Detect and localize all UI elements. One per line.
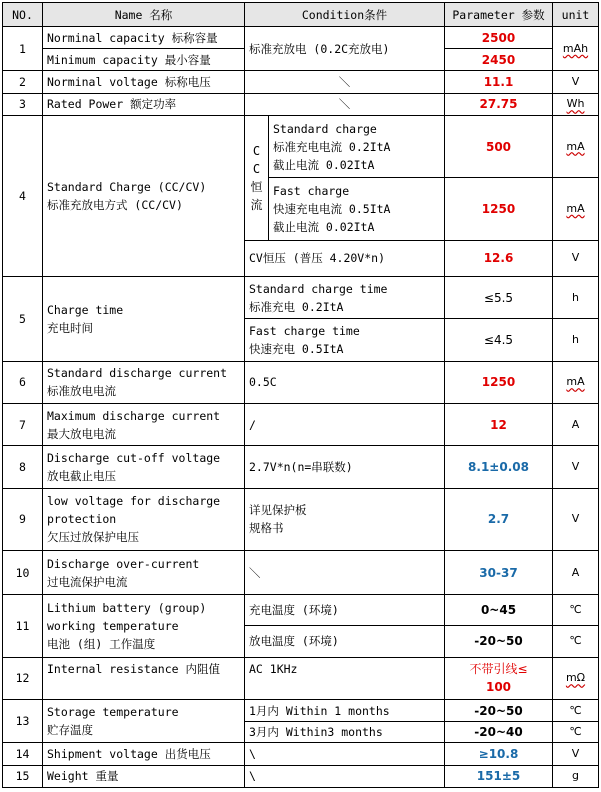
row-9-name-en2: protection	[47, 512, 117, 527]
row-3-no: 3	[3, 93, 43, 115]
row-4-cv-unit: V	[553, 240, 599, 276]
row-1a	[3, 27, 599, 49]
row-4-name-en: Standard Charge (CC/CV)	[47, 179, 207, 194]
row-1-unit: mAh	[553, 27, 599, 71]
fast-line-1: Fast charge	[273, 184, 350, 198]
row-5-fast-unit: h	[553, 319, 599, 361]
row-9-name-en1: low voltage for discharge	[47, 494, 221, 509]
row-6	[3, 361, 599, 403]
row-9-unit: V	[553, 488, 599, 550]
row-3-unit: Wh	[553, 93, 599, 115]
row-8-name	[43, 446, 245, 488]
row-9-param: 2.7	[445, 488, 553, 550]
row-12-name: Internal resistance 内阻值	[43, 657, 245, 699]
row-2-no: 2	[3, 71, 43, 93]
row-13-unit-2: ℃	[553, 722, 599, 743]
row-9-condition-1: 详见保护板	[249, 503, 307, 518]
row-7-unit: A	[553, 403, 599, 445]
row-10-condition: ＼	[245, 551, 445, 595]
row-12	[3, 657, 599, 699]
row-4-fast-unit: mA	[553, 178, 599, 240]
row-4-fast-condition	[269, 178, 445, 240]
row-8-name-cn: 放电截止电压	[47, 468, 116, 483]
row-15-no: 15	[3, 765, 43, 787]
row-11-name-en2: working temperature	[47, 619, 179, 634]
spec-table	[2, 2, 599, 788]
fast-line-2: 快速充电电流 0.5ItA	[273, 202, 391, 216]
row-5a	[3, 277, 599, 319]
row-6-unit: mA	[553, 361, 599, 403]
row-13-param-1: -20~50	[445, 700, 553, 722]
row-11a	[3, 595, 599, 625]
row-8-no: 8	[3, 446, 43, 488]
row-14	[3, 743, 599, 765]
row-5-std-unit: h	[553, 277, 599, 319]
header-row	[3, 3, 599, 27]
row-13-cond-2: 3月内 Within3 months	[245, 722, 445, 743]
row-14-unit: V	[553, 743, 599, 765]
row-6-name-en: Standard discharge current	[47, 366, 228, 381]
std-line-3: 截止电流 0.02ItA	[273, 157, 375, 172]
row-13-cond-1: 1月内 Within 1 months	[245, 700, 445, 722]
row-15-param: 151±5	[445, 765, 553, 787]
row-6-param: 1250	[445, 361, 553, 403]
row-5-fast-condition	[245, 319, 445, 361]
row-4-cc-label	[245, 115, 269, 240]
row-11-unit-discharge: ℃	[553, 625, 599, 657]
row-1-condition: 标准充放电 (0.2C充放电)	[245, 27, 445, 71]
row-5-name-en: Charge time	[47, 302, 124, 317]
row-12-param	[445, 657, 553, 699]
row-4-cv-condition: CV恒压 (普压 4.20V*n)	[245, 240, 445, 276]
row-2-condition: ＼	[245, 71, 445, 93]
row-6-no: 6	[3, 361, 43, 403]
row-2	[3, 71, 599, 93]
row-6-condition: 0.5C	[245, 361, 445, 403]
row-10-param: 30-37	[445, 551, 553, 595]
row-4-name	[43, 115, 245, 276]
header-parameter: Parameter 参数	[445, 3, 553, 27]
row-7-param: 12	[445, 403, 553, 445]
r5-std-line-1: Standard charge time	[249, 281, 388, 296]
header-unit: unit	[553, 3, 599, 27]
row-11-unit-charge: ℃	[553, 595, 599, 625]
row-2-unit: V	[553, 71, 599, 93]
row-7-condition: /	[245, 403, 445, 445]
row-12-condition: AC 1KHz	[245, 657, 445, 699]
row-6-name	[43, 361, 245, 403]
row-10-name	[43, 551, 245, 595]
cc-label-1: C	[252, 143, 261, 158]
row-11-param-discharge: -20~50	[445, 625, 553, 657]
cc-label-3: 恒	[250, 179, 263, 194]
row-11-name-cn: 电池 (组) 工作温度	[47, 637, 156, 652]
row-9	[3, 488, 599, 550]
fast-line-3: 截止电流 0.02ItA	[273, 220, 375, 234]
row-9-condition-2: 规格书	[249, 521, 284, 536]
row-6-name-cn: 标准放电电流	[47, 384, 116, 399]
row-5-std-condition	[245, 277, 445, 319]
header-name: Name 名称	[43, 3, 245, 27]
row-8-param: 8.1±0.08	[445, 446, 553, 488]
row-1-name-b: Minimum capacity 最小容量	[43, 49, 245, 71]
row-4-no: 4	[3, 115, 43, 276]
row-11-name	[43, 595, 245, 657]
row-11-cond-discharge: 放电温度 (环境)	[245, 625, 445, 657]
row-12-param-1: 不带引线≤	[469, 662, 528, 677]
row-12-param-2: 100	[485, 680, 512, 695]
row-13-name	[43, 700, 245, 743]
row-15-condition: \	[245, 765, 445, 787]
row-1-param-a: 2500	[445, 27, 553, 49]
row-1-param-b: 2450	[445, 49, 553, 71]
row-10-no: 10	[3, 551, 43, 595]
row-8-unit: V	[553, 446, 599, 488]
row-4-std-param: 500	[445, 115, 553, 177]
row-14-name: Shipment voltage 出货电压	[43, 743, 245, 765]
row-9-condition	[245, 488, 445, 550]
row-12-unit: mΩ	[553, 657, 599, 699]
row-5-no: 5	[3, 277, 43, 362]
row-7-no: 7	[3, 403, 43, 445]
row-11-no: 11	[3, 595, 43, 657]
std-line-1: Standard charge	[273, 121, 377, 136]
row-15	[3, 765, 599, 787]
row-8-name-en: Discharge cut-off voltage	[47, 450, 221, 465]
header-condition: Condition条件	[245, 3, 445, 27]
row-10-name-en: Discharge over-current	[47, 556, 200, 571]
row-3-param: 27.75	[445, 93, 553, 115]
row-10-name-cn: 过电流保护电流	[47, 574, 128, 589]
row-12-no: 12	[3, 657, 43, 699]
row-3-name: Rated Power 额定功率	[43, 93, 245, 115]
row-1-name-a: Norminal capacity 标称容量	[43, 27, 245, 49]
row-2-name: Norminal voltage 标称电压	[43, 71, 245, 93]
row-7	[3, 403, 599, 445]
row-3-condition: ＼	[245, 93, 445, 115]
row-8	[3, 446, 599, 488]
row-4a	[3, 115, 599, 177]
row-8-condition: 2.7V*n(n=串联数)	[245, 446, 445, 488]
row-5-name	[43, 277, 245, 362]
row-4-std-condition	[269, 115, 445, 177]
row-5-std-param: ≤5.5	[445, 277, 553, 319]
row-13-unit-1: ℃	[553, 700, 599, 722]
row-13-name-en: Storage temperature	[47, 705, 179, 720]
row-10-unit: A	[553, 551, 599, 595]
row-9-no: 9	[3, 488, 43, 550]
row-2-param: 11.1	[445, 71, 553, 93]
row-15-name: Weight 重量	[43, 765, 245, 787]
row-14-condition: \	[245, 743, 445, 765]
row-1-no: 1	[3, 27, 43, 71]
r5-fast-line-1: Fast charge time	[249, 323, 360, 338]
row-13a	[3, 700, 599, 722]
row-11-cond-charge: 充电温度 (环境)	[245, 595, 445, 625]
row-10	[3, 551, 599, 595]
row-4-std-unit: mA	[553, 115, 599, 177]
row-4-cv-param: 12.6	[445, 240, 553, 276]
row-5-fast-param: ≤4.5	[445, 319, 553, 361]
row-4-name-cn: 标准充放电方式 (CC/CV)	[47, 197, 183, 212]
r5-fast-line-2: 快速充电 0.5ItA	[249, 341, 344, 356]
row-13-name-cn: 贮存温度	[47, 723, 93, 738]
row-7-name-en: Maximum discharge current	[47, 408, 221, 423]
row-7-name-cn: 最大放电电流	[47, 426, 116, 441]
row-14-no: 14	[3, 743, 43, 765]
row-11-name-en1: Lithium battery (group)	[47, 601, 207, 616]
row-7-name	[43, 403, 245, 445]
row-5-name-cn: 充电时间	[47, 320, 93, 335]
r5-std-line-2: 标准充电 0.2ItA	[249, 299, 344, 314]
cc-label-4: 流	[250, 197, 263, 212]
cc-label-2: C	[252, 161, 261, 176]
row-3	[3, 93, 599, 115]
row-13-param-2: -20~40	[445, 722, 553, 743]
row-4-fast-param: 1250	[445, 178, 553, 240]
row-15-unit: g	[553, 765, 599, 787]
row-14-param: ≥10.8	[445, 743, 553, 765]
row-9-name-cn: 欠压过放保护电压	[47, 530, 139, 545]
std-line-2: 标准充电电流 0.2ItA	[273, 139, 391, 154]
header-no: NO.	[3, 3, 43, 27]
row-9-name	[43, 488, 245, 550]
row-13-no: 13	[3, 700, 43, 743]
row-11-param-charge: 0~45	[445, 595, 553, 625]
